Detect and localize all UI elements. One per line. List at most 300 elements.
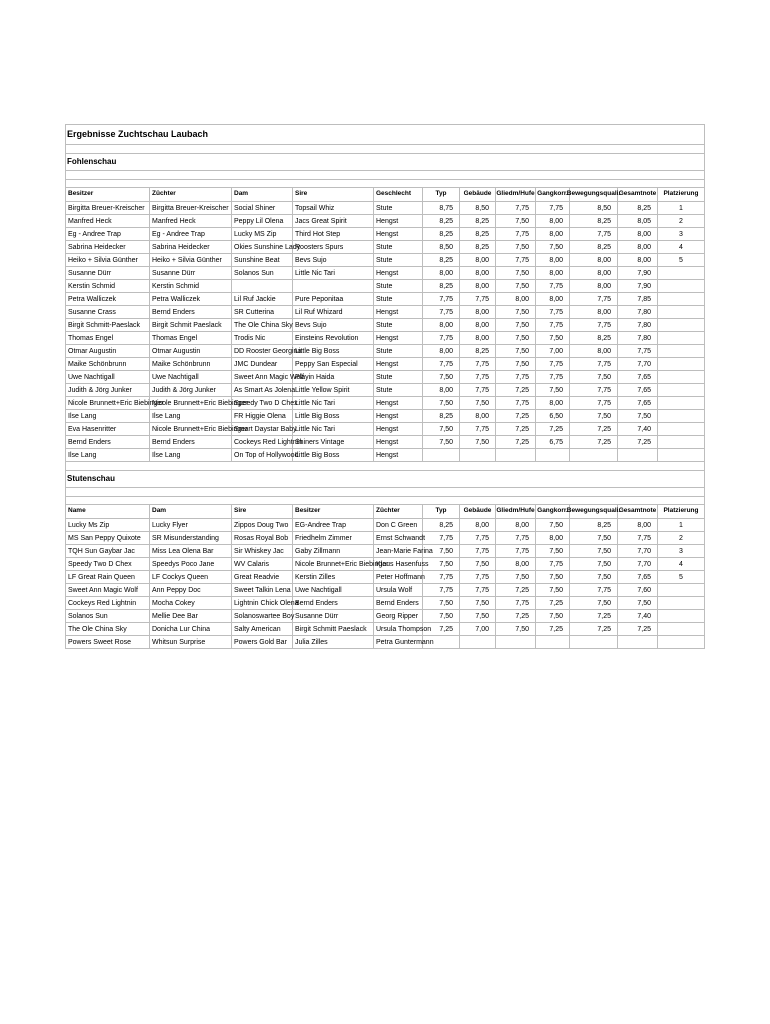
table-cell: Rosas Royal Bob [232,532,293,545]
table-cell [658,410,705,423]
table-cell: Birgit Schmit Paeslack [150,319,232,332]
table-cell: The Ole China Sky [66,623,150,636]
table-cell: 7,50 [570,558,618,571]
table-cell: Birgit Schmitt Paeslack [293,623,374,636]
table-cell: 7,50 [536,545,570,558]
table-cell: 7,25 [496,384,536,397]
table-cell: 8,25 [423,410,460,423]
table-cell: 3 [658,228,705,241]
table-cell: Speedy Two D Chex [232,397,293,410]
table-cell: Susanne Dürr [293,610,374,623]
table-row [66,202,705,215]
table-cell: 7,75 [496,202,536,215]
table-row [66,571,705,584]
table-cell: Mocha Cokey [150,597,232,610]
table-cell: 8,25 [423,519,460,532]
table-cell: 8,25 [423,280,460,293]
table-cell: 7,25 [570,610,618,623]
table-row [66,436,705,449]
table-cell: 7,80 [618,306,658,319]
table-cell: 8,00 [570,254,618,267]
section-row-foals [66,154,705,171]
table-cell: 7,50 [570,597,618,610]
table-cell: 7,75 [460,584,496,597]
table-cell: Bernd Enders [374,597,423,610]
table-cell: 7,75 [460,571,496,584]
table-cell: 7,75 [496,597,536,610]
table-cell: Ilse Lang [66,449,150,462]
table-cell: 8,25 [423,254,460,267]
table-cell: 7,65 [618,371,658,384]
table-cell: Sir Whiskey Jac [232,545,293,558]
table-cell: 8,25 [423,228,460,241]
table-cell: 7,75 [536,280,570,293]
table-cell: Ursula Wolf [374,584,423,597]
table-cell: Georg Ripper [374,610,423,623]
table-cell: WV Calaris [232,558,293,571]
table-cell: Eva Hasenritter [66,423,150,436]
column-header: Bewegungsquali. [570,505,618,519]
table-cell [423,449,460,462]
table-cell: Hengst [374,397,423,410]
column-header: Typ [423,188,460,202]
table-cell: Hengst [374,306,423,319]
table-cell [460,449,496,462]
column-header: Züchter [374,505,423,519]
column-header: Gliedm/Hufe [496,505,536,519]
table-cell: 7,50 [536,241,570,254]
table-cell: 7,75 [423,571,460,584]
table-cell: 7,75 [460,532,496,545]
table-cell: Cockeys Red Lightnin [66,597,150,610]
table-cell: Playin Haida [293,371,374,384]
section-heading-foals: Fohlenschau [66,154,705,171]
table-cell: 8,50 [460,202,496,215]
table-cell: 7,75 [536,358,570,371]
table-cell: 7,75 [570,397,618,410]
table-cell: 8,00 [460,332,496,345]
table-cell: 7,50 [496,280,536,293]
table-cell: 8,05 [618,215,658,228]
column-header: Besitzer [66,188,150,202]
table-row [66,519,705,532]
table-cell: 7,75 [423,584,460,597]
table-cell: 8,00 [460,306,496,319]
table-cell: 7,75 [496,254,536,267]
table-cell: 8,00 [536,293,570,306]
table-cell: Lil Ruf Jackie [232,293,293,306]
table-cell: 8,00 [496,519,536,532]
table-row [66,384,705,397]
table-cell: 1 [658,202,705,215]
table-cell: Trodis Nic [232,332,293,345]
table-cell: 7,75 [536,558,570,571]
table-cell: 7,75 [536,371,570,384]
table-cell: 7,25 [496,610,536,623]
table-cell: Bernd Enders [293,597,374,610]
table-cell: 7,25 [570,423,618,436]
table-cell: LF Cockys Queen [150,571,232,584]
column-header: Gebäude [460,188,496,202]
table-cell [658,636,705,649]
table-cell: 7,70 [618,545,658,558]
table-cell: Otmar Augustin [66,345,150,358]
table-cell: SR Misunderstanding [150,532,232,545]
table-row [66,636,705,649]
column-header: Platzierung [658,505,705,519]
table-cell [658,280,705,293]
table-cell: 7,25 [536,423,570,436]
table-cell: Ilse Lang [66,410,150,423]
table-cell: Little Nic Tari [293,423,374,436]
table-cell: 7,50 [423,423,460,436]
table-cell: 5 [658,571,705,584]
table-row [66,623,705,636]
table-cell: Bernd Enders [150,306,232,319]
table-cell: 7,25 [496,436,536,449]
table-row [66,306,705,319]
table-cell: Salty American [232,623,293,636]
table-cell: 7,25 [536,597,570,610]
mares-table-body [66,519,705,649]
table-cell: Ursula Thompson [374,623,423,636]
header-row [66,188,705,202]
column-header: Geschlecht [374,188,423,202]
table-cell [658,436,705,449]
table-cell: Powers Gold Bar [232,636,293,649]
table-cell: 4 [658,558,705,571]
table-cell [658,623,705,636]
table-row [66,319,705,332]
table-cell [658,423,705,436]
table-cell: 7,75 [423,332,460,345]
table-cell: 8,00 [570,267,618,280]
table-cell: 7,75 [496,228,536,241]
table-cell: Kerstin Schmid [150,280,232,293]
table-cell: Topsail Whiz [293,202,374,215]
table-cell: 7,50 [423,545,460,558]
table-cell: Petra Walliczek [66,293,150,306]
table-cell: Whitsun Surprise [150,636,232,649]
table-cell: Stute [374,293,423,306]
table-cell: 7,50 [460,597,496,610]
table-cell: Great Readvie [232,571,293,584]
table-cell: SR Cutterina [232,306,293,319]
table-cell: Klaus Hasenfuss [374,558,423,571]
table-cell: 7,65 [618,571,658,584]
table-cell [658,584,705,597]
column-header: Dam [232,188,293,202]
table-cell: Heiko + Silvia Günther [150,254,232,267]
table-cell: 7,00 [536,345,570,358]
table-cell: Lucky MS Zip [232,228,293,241]
section-heading-mares: Stutenschau [66,471,705,488]
column-header: Name [66,505,150,519]
table-cell: 8,00 [570,306,618,319]
table-cell: 7,75 [496,532,536,545]
table-cell: Kerstin Zilles [293,571,374,584]
table-cell: 8,50 [423,241,460,254]
sheet-title: Ergebnisse Zuchtschau Laubach [66,125,705,145]
table-cell: Stute [374,202,423,215]
table-cell: Hengst [374,267,423,280]
table-cell: Lightnin Chick Olena [232,597,293,610]
table-row [66,293,705,306]
table-cell: 7,75 [496,371,536,384]
table-cell: 7,40 [618,423,658,436]
table-cell: Gaby Zillmann [293,545,374,558]
table-cell: 8,00 [536,254,570,267]
table-cell: Cockeys Red Lightnin [232,436,293,449]
table-cell: 7,75 [423,532,460,545]
table-cell: Julia Zilles [293,636,374,649]
table-cell: 8,25 [460,345,496,358]
table-cell: 8,00 [423,319,460,332]
table-cell: Powers Sweet Rose [66,636,150,649]
table-cell: 6,75 [536,436,570,449]
table-cell: Third Hot Step [293,228,374,241]
table-cell: 8,00 [618,228,658,241]
table-cell: 8,00 [460,267,496,280]
table-cell: Thomas Engel [66,332,150,345]
table-cell: 7,50 [460,436,496,449]
table-cell: 7,40 [618,610,658,623]
table-cell: 8,25 [460,215,496,228]
table-cell: 7,50 [496,215,536,228]
table-cell: Judith & Jörg Junker [150,384,232,397]
table-cell: 2 [658,532,705,545]
table-cell: Hengst [374,228,423,241]
table-cell: Nicole Brunnett+Eric Biebinger [150,423,232,436]
table-cell: Ilse Lang [150,449,232,462]
table-cell: Zippos Doug Two [232,519,293,532]
table-cell: 7,75 [460,423,496,436]
table-cell: 7,50 [536,384,570,397]
table-cell [658,345,705,358]
table-cell: 8,00 [618,241,658,254]
table-row [66,558,705,571]
table-cell [423,636,460,649]
table-cell: 7,75 [570,358,618,371]
table-cell: Susanne Dürr [150,267,232,280]
table-cell: Stute [374,384,423,397]
table-cell: 8,00 [496,293,536,306]
table-row [66,215,705,228]
column-header: Züchter [150,188,232,202]
table-cell: Uwe Nachtigall [150,371,232,384]
table-cell: 7,50 [536,610,570,623]
column-header: Sire [232,505,293,519]
table-cell: Manfred Heck [66,215,150,228]
table-cell: Social Shiner [232,202,293,215]
table-cell: TQH Sun Gaybar Jac [66,545,150,558]
table-cell: As Smart As Jolena [232,384,293,397]
table-cell: Judith & Jörg Junker [66,384,150,397]
table-cell: 7,75 [570,228,618,241]
table-row [66,345,705,358]
blank-cell [66,497,705,505]
table-cell: 7,75 [496,397,536,410]
table-cell: 8,25 [570,215,618,228]
table-cell: Sweet Ann Magic Wolf [232,371,293,384]
table-cell: 7,75 [460,371,496,384]
table-row [66,397,705,410]
table-cell: Birgitta Breuer-Kreischer [150,202,232,215]
table-cell: 4 [658,241,705,254]
table-cell: 7,50 [423,397,460,410]
table-cell: 7,75 [536,202,570,215]
table-cell [570,449,618,462]
table-row [66,449,705,462]
table-cell: Eg - Andree Trap [66,228,150,241]
table-cell: Bernd Enders [150,436,232,449]
table-cell: Donicha Lur China [150,623,232,636]
table-cell: Bernd Enders [66,436,150,449]
table-cell: 7,50 [423,597,460,610]
table-cell: 7,75 [460,293,496,306]
table-cell: 8,00 [536,215,570,228]
table-cell: Sabrina Heidecker [150,241,232,254]
table-cell: 7,75 [618,345,658,358]
table-cell: 8,00 [423,384,460,397]
table-cell: 8,25 [570,519,618,532]
table-row [66,423,705,436]
table-cell [232,280,293,293]
table-cell: 8,25 [570,332,618,345]
column-header: Gesamtnote [618,505,658,519]
table-cell [658,306,705,319]
table-row [66,532,705,545]
table-cell: 8,00 [460,254,496,267]
table-cell: Little Nic Tari [293,397,374,410]
table-cell: 7,75 [496,545,536,558]
table-cell: 7,50 [423,558,460,571]
table-cell: Heiko + Silvia Günther [66,254,150,267]
table-row [66,584,705,597]
spacer-row [66,145,705,154]
table-cell: Hengst [374,449,423,462]
table-row [66,610,705,623]
table-cell: Manfred Heck [150,215,232,228]
table-cell: Bevs Sujo [293,319,374,332]
table-cell: 7,50 [570,410,618,423]
table-cell: Hengst [374,436,423,449]
table-cell: 7,50 [536,571,570,584]
table-row [66,545,705,558]
table-cell [658,267,705,280]
table-cell [658,397,705,410]
table-cell: Birgitta Breuer-Kreischer [66,202,150,215]
table-cell: Lucky Flyer [150,519,232,532]
table-cell: Ernst Schwandt [374,532,423,545]
table-cell: Maike Schönbrunn [150,358,232,371]
table-cell: The Ole China Sky [232,319,293,332]
table-cell: 8,00 [536,397,570,410]
table-cell [293,280,374,293]
table-cell: 7,85 [618,293,658,306]
table-cell [536,449,570,462]
table-cell: 7,50 [496,358,536,371]
table-cell: 7,50 [618,410,658,423]
table-cell [658,319,705,332]
table-cell: 7,50 [460,610,496,623]
table-cell: Hengst [374,410,423,423]
table-cell: 8,00 [423,345,460,358]
table-cell: Nicole Brunnet+Eric Biebinger [293,558,374,571]
table-cell: Sabrina Heidecker [66,241,150,254]
table-cell: 7,50 [496,623,536,636]
table-cell: 7,50 [496,332,536,345]
table-cell: 8,00 [570,280,618,293]
table-cell: Little Nic Tari [293,267,374,280]
table-cell: Stute [374,254,423,267]
table-cell: 7,70 [618,558,658,571]
table-cell [618,636,658,649]
column-header: Gliedm/Hufe [496,188,536,202]
table-cell: EG-Andree Trap [293,519,374,532]
table-cell: Stute [374,319,423,332]
table-cell: 7,25 [496,584,536,597]
table-cell [618,449,658,462]
table-cell: 7,25 [536,623,570,636]
table-cell: 7,50 [496,241,536,254]
column-header: Gangkorr. [536,188,570,202]
table-cell: 7,25 [618,623,658,636]
table-row [66,597,705,610]
table-row [66,410,705,423]
table-cell: 8,00 [496,558,536,571]
table-cell: JMC Dundear [232,358,293,371]
table-cell: Friedhelm Zimmer [293,532,374,545]
table-cell: On Top of Hollywood [232,449,293,462]
blank-cell [66,171,705,180]
table-cell: 7,50 [460,558,496,571]
header-row [66,505,705,519]
section-row-mares [66,471,705,488]
table-cell: Solanoswartee Boy [232,610,293,623]
table-cell [536,636,570,649]
table-cell: 8,00 [460,519,496,532]
table-cell: Sunshine Beat [232,254,293,267]
column-header: Sire [293,188,374,202]
table-cell: 7,60 [618,584,658,597]
table-cell: 7,75 [423,358,460,371]
foals-table-body [66,202,705,462]
table-cell: 7,50 [618,597,658,610]
table-cell: 8,00 [570,345,618,358]
table-cell: Ann Peppy Doc [150,584,232,597]
spacer-row [66,180,705,188]
table-cell: Birgit Schmitt-Paeslack [66,319,150,332]
table-cell: 7,75 [570,319,618,332]
column-header: Bewegungsquali. [570,188,618,202]
table-cell: 6,50 [536,410,570,423]
column-header: Gebäude [460,505,496,519]
table-cell: 2 [658,215,705,228]
table-cell: 7,25 [570,623,618,636]
table-cell: 7,50 [496,306,536,319]
column-header: Dam [150,505,232,519]
table-cell [658,597,705,610]
table-cell: 7,75 [460,358,496,371]
table-cell: Otmar Augustin [150,345,232,358]
table-cell: Thomas Engel [150,332,232,345]
table-cell: 7,75 [423,306,460,319]
table-cell: 8,25 [423,215,460,228]
table-cell: 7,75 [570,384,618,397]
table-cell: Ilse Lang [150,410,232,423]
table-cell: 8,00 [536,228,570,241]
